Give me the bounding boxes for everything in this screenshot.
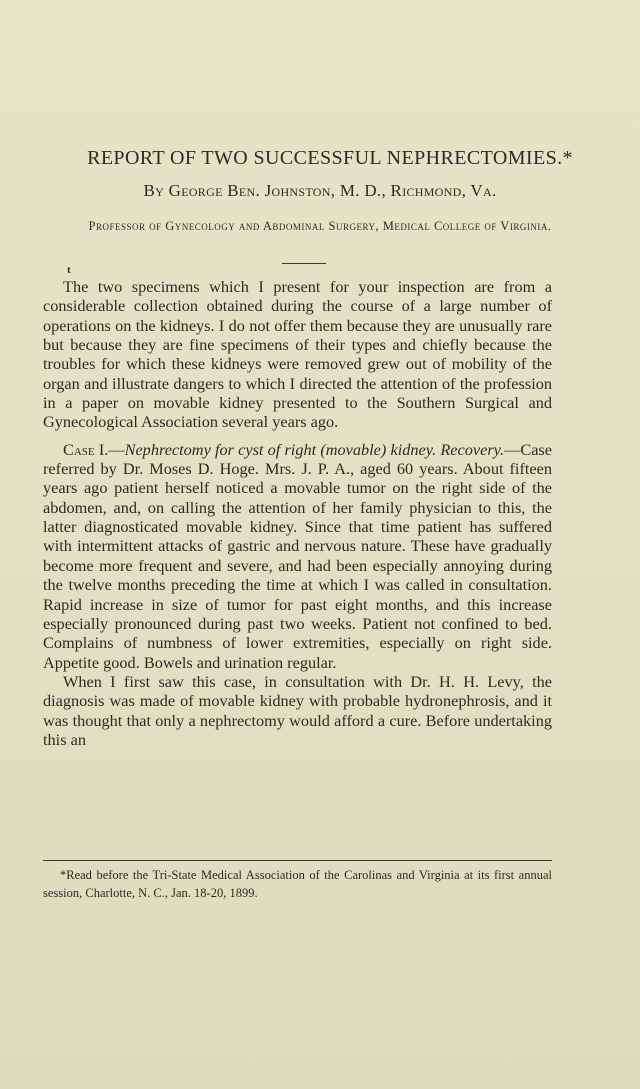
case-title-part-a: Nephrectomy for cyst of right (: [124, 439, 326, 459]
paragraph-case-one: [43, 440, 552, 672]
footnote-divider: [43, 860, 552, 861]
case-label: Case I.—: [63, 439, 125, 459]
article-body: [43, 277, 552, 749]
footnote: *Read before the Tri-State Medical Association of the Carolinas and Virginia at its first annual session, Charlotte, N. C., Jan. 18-20, 1899.: [43, 868, 552, 900]
stray-mark: t: [67, 264, 71, 276]
author-affiliation: Professor of Gynecology and Abdominal Surgery, Medical College of Virginia.: [88, 219, 552, 233]
case-text: —Case referred by Dr. Moses D. Hoge. Mrs. J. P. A., aged 60 years. About fifteen years ago patient herself noticed a movable tumor on the right side of the abdomen, and, on calling the attention of her family physician to this, the latter diagnosticated movable kidney. Since that time patient has suffered with intermittent attacks of gastric and nervous nature. These have gradually become more frequent and severe, and had been especially annoying during the twelve months preceding the time at which I was called in consultation. Rapid increase in size of tumor for past eight months, and this increase especially pronounced during past two weeks. Patient not confined to bed. Complains of numbness of lower extremities, especially on right side. Appetite good. Bowels and urination regular.: [43, 439, 552, 672]
author-byline: By George Ben. Johnston, M. D., Richmond, Va.: [143, 181, 497, 200]
article-title: REPORT OF TWO SUCCESSFUL NEPHRECTOMIES.*: [87, 147, 573, 169]
title-divider: [282, 263, 326, 264]
case-title-part-c: ) kidney. Recovery.: [380, 439, 505, 459]
case-title-part-b: movable: [325, 439, 381, 459]
paragraph-intro: The two specimens which I present for your inspection are from a considerable collection obtained during the course of a large number of operations on the kidneys. I do not offer them because they are unusually rare but because they are fine specimens of their types and chiefly because the troubles for which these kidneys were removed grew out of mobility of the organ and illustrate dangers to which I directed the attention of the profession in a paper on movable kidney presented to the Southern Surgical and Gynecological Association several years ago.: [43, 277, 552, 432]
paragraph-consultation: When I first saw this case, in consultation with Dr. H. H. Levy, the diagnosis was made of movable kidney with probable hydronephrosis, and it was thought that only a nephrectomy would afford a cure. Before undertaking this an: [43, 671, 552, 749]
